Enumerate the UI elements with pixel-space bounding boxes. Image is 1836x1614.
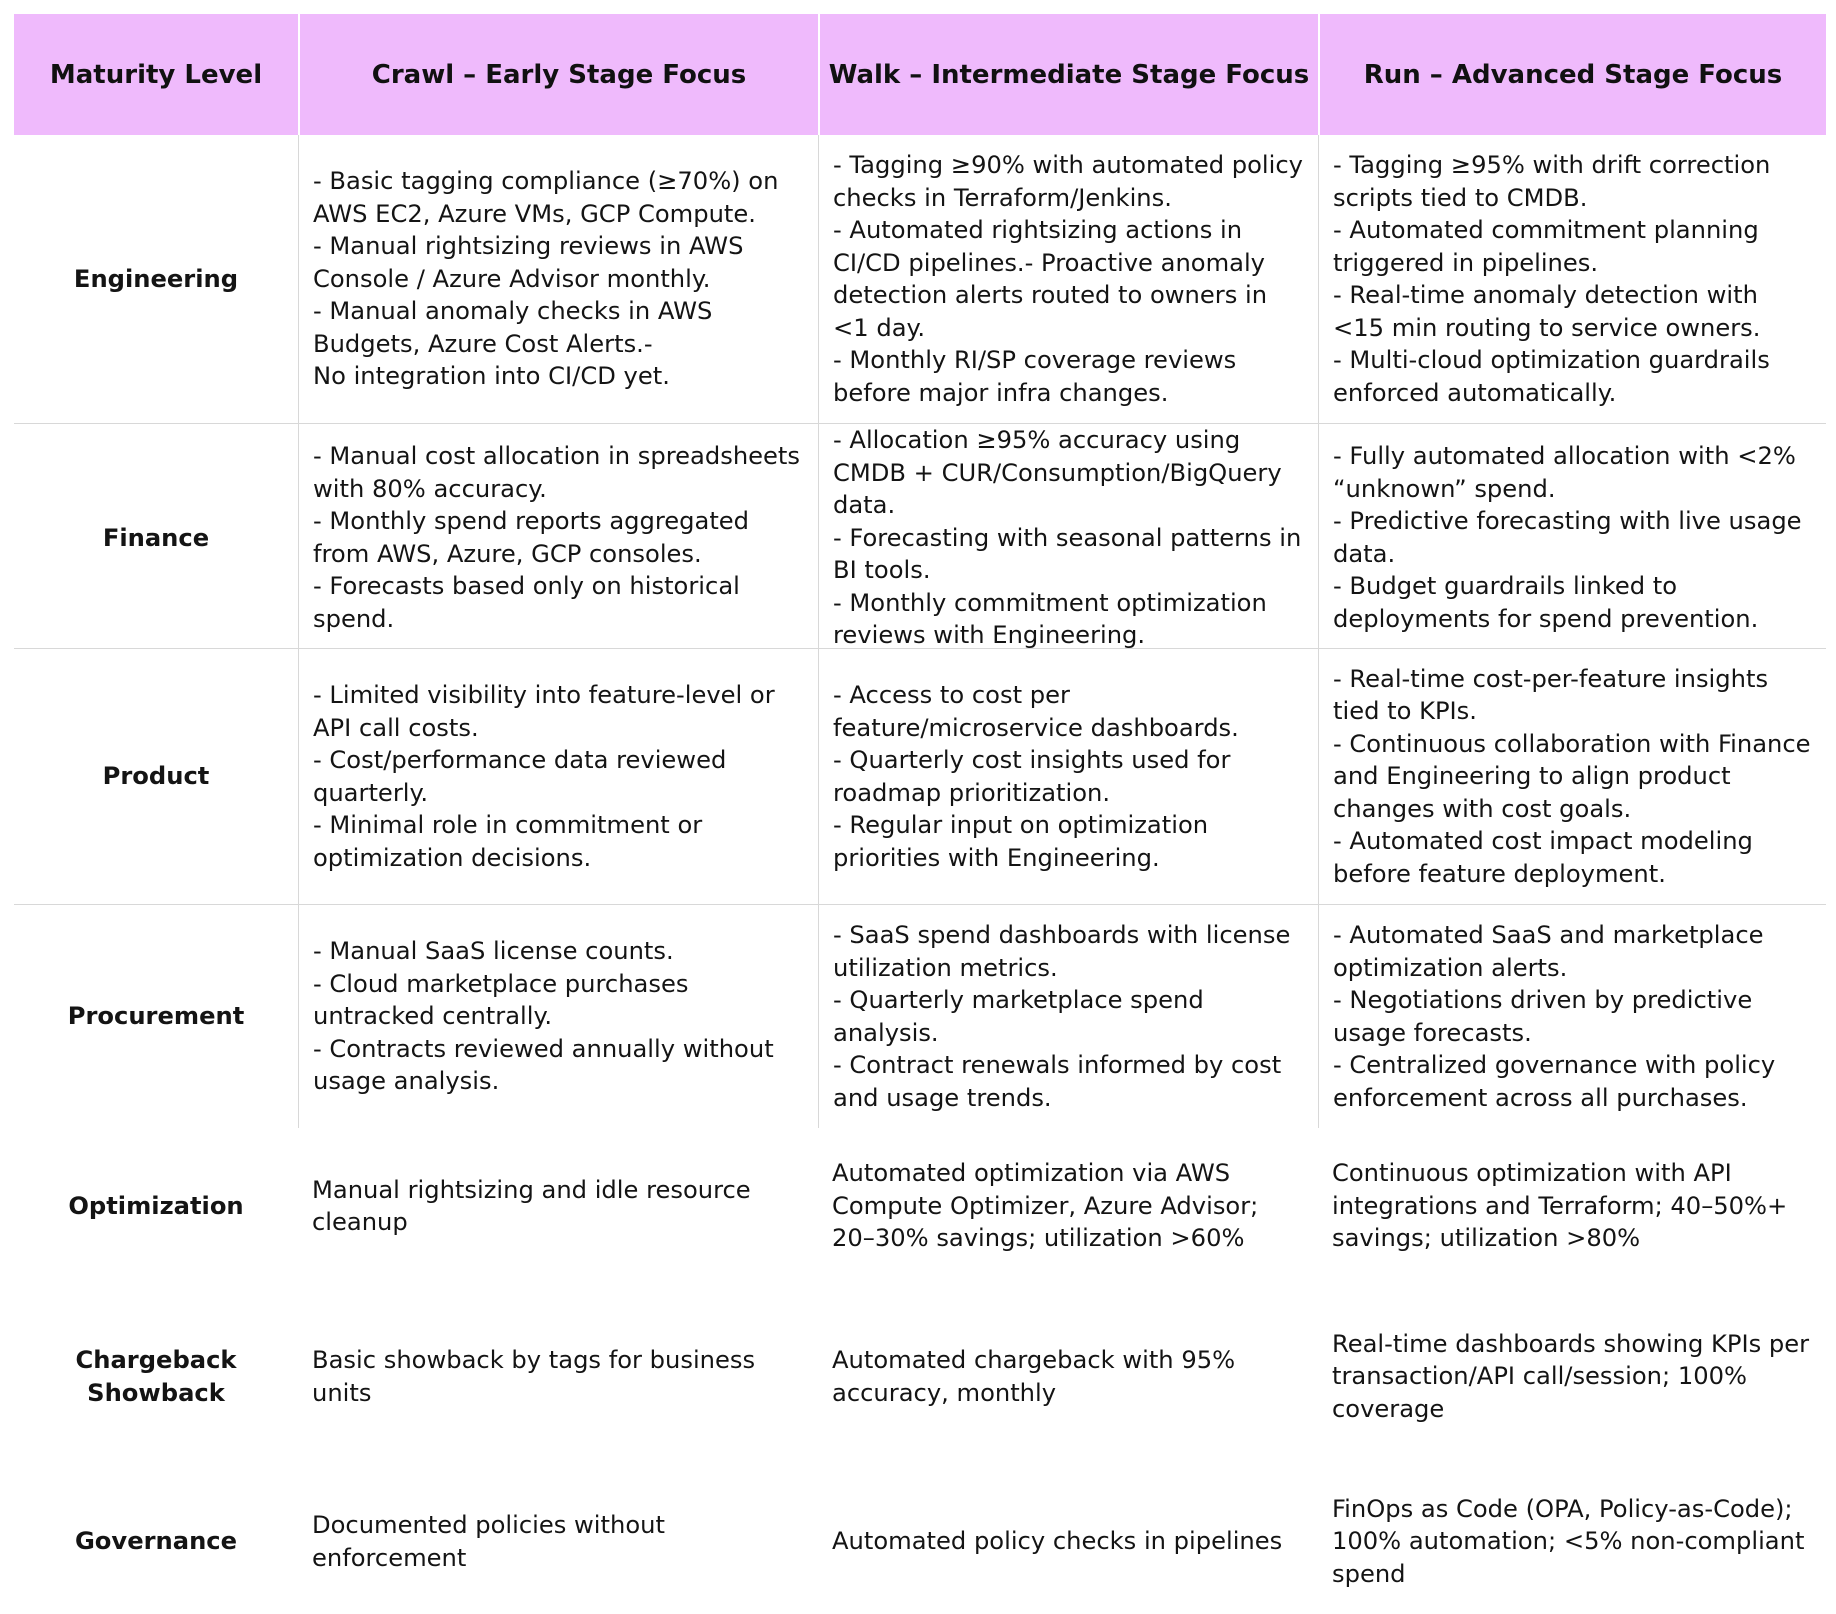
row-label-text: Optimization [68,1191,244,1220]
cell-run-text: - Automated SaaS and marketplace optimization alerts. - Negotiations driven by predictive usage forecasts. - Centralized governance with policy enforcement across all purchases. [1333,921,1776,1112]
cell-walk-text: Automated policy checks in pipelines [832,1527,1283,1556]
cell-run-text: - Tagging ≥95% with drift correction scripts tied to CMDB. - Automated commitment planning triggered in pipelines. - Real-time anomaly detection with <15 min routing to service owners. - Multi-cloud optimization guardrails enforced automatically. [1333,151,1771,407]
cell-run [1318,1469,1826,1614]
header-run: Run – Advanced Stage Focus [1318,14,1826,135]
row-label-text: Finance [102,523,210,552]
cell-walk-text: - Access to cost per feature/microservice dashboards. - Quarterly cost insights used for roadmap prioritization. - Regular input on optimization priorities with Engineering. [833,681,1239,872]
cell-crawl [298,424,818,652]
cell-crawl-text: Basic showback by tags for business units [312,1346,756,1407]
cell-run-text: - Real-time cost-per-feature insights tied to KPIs. - Continuous collaboration with Finance and Engineering to align product changes with cost goals. - Automated cost impact modeling before feature deployment. [1333,664,1811,888]
row-label [14,905,298,1128]
cell-run [1318,649,1826,904]
header-crawl: Crawl – Early Stage Focus [298,14,818,135]
table-row-chargeback-showback [14,1284,1826,1469]
row-label-text: Governance [74,1527,238,1556]
cell-crawl [298,135,818,423]
header-walk: Walk – Intermediate Stage Focus [818,14,1318,135]
cell-crawl [298,1128,818,1284]
table-row-procurement [14,905,1826,1128]
cell-walk [818,905,1318,1128]
cell-run [1318,1284,1826,1469]
table-row-finance [14,424,1826,649]
cell-walk [818,649,1318,904]
row-label [14,1128,298,1284]
cell-walk-text: - Allocation ≥95% accuracy using CMDB + CUR/Consumption/BigQuery data. - Forecasting with seasonal patterns in BI tools. - Monthly commitment optimization reviews with Engineering. [833,426,1302,649]
cell-run-text: Continuous optimization with API integrations and Terraform; 40–50%+ savings; utilization >80% [1332,1159,1788,1253]
cell-walk-text: Automated optimization via AWS Compute Optimizer, Azure Advisor; 20–30% savings; utilization >60% [832,1159,1259,1253]
row-label-text: Procurement [67,1002,245,1031]
header-maturity-level: Maturity Level [49,59,263,90]
cell-crawl-text: - Limited visibility into feature-level or API call costs. - Cost/performance data reviewed quarterly. - Minimal role in commitment or optimization decisions. [313,681,775,872]
table-row-optimization [14,1128,1826,1284]
cell-run [1318,1128,1826,1284]
cell-crawl [298,1469,818,1614]
cell-walk [818,424,1318,652]
cell-crawl [298,649,818,904]
cell-run [1318,424,1826,652]
cell-walk [818,135,1318,423]
cell-run-text: FinOps as Code (OPA, Policy-as-Code); 100% automation; <5% non-compliant spend [1332,1494,1805,1588]
row-label [14,135,298,423]
row-label [14,1284,298,1469]
table-row-governance [14,1469,1826,1614]
cell-run-text: - Fully automated allocation with <2% “unknown” spend. - Predictive forecasting with live usage data. - Budget guardrails linked to deployments for spend prevention. [1333,442,1802,633]
cell-crawl-text: Documented policies without enforcement [312,1511,665,1572]
cell-crawl [298,905,818,1128]
table-row-product [14,649,1826,905]
row-label [14,649,298,904]
cell-run [1318,905,1826,1128]
row-label-text: Chargeback Showback [75,1346,237,1407]
cell-crawl-text: Manual rightsizing and idle resource cleanup [312,1175,751,1236]
cell-walk-text: - Tagging ≥90% with automated policy checks in Terraform/Jenkins. - Automated rightsizing actions in CI/CD pipelines.- Proactive anomaly detection alerts routed to owners in <1 day. - Monthly RI/SP coverage reviews before major infra changes. [833,151,1303,407]
cell-crawl-text: - Basic tagging compliance (≥70%) on AWS EC2, Azure VMs, GCP Compute. - Manual rightsizing reviews in AWS Console / Azure Advisor monthly. - Manual anomaly checks in AWS Budgets, Azure Cost Alerts.- No integration into CI/CD yet. [313,167,779,391]
cell-walk [818,1284,1318,1469]
cell-run [1318,135,1826,423]
row-label [14,1469,298,1614]
cell-walk-text: Automated chargeback with 95% accuracy, monthly [832,1346,1236,1407]
maturity-table [14,14,1826,1614]
table-row-engineering [14,135,1826,424]
table-header-row [14,14,1826,135]
cell-crawl [298,1284,818,1469]
cell-run-text: Real-time dashboards showing KPIs per transaction/API call/session; 100% coverage [1332,1329,1810,1423]
cell-crawl-text: - Manual SaaS license counts. - Cloud marketplace purchases untracked centrally. - Contracts reviewed annually without usage analysis. [313,937,774,1096]
row-label-text: Product [102,762,210,791]
cell-walk-text: - SaaS spend dashboards with license utilization metrics. - Quarterly marketplace spend analysis. - Contract renewals informed by cost and usage trends. [833,921,1291,1112]
cell-walk [818,1128,1318,1284]
row-label [14,424,298,652]
cell-walk [818,1469,1318,1614]
row-label-text: Engineering [73,264,239,293]
cell-crawl-text: - Manual cost allocation in spreadsheets with 80% accuracy. - Monthly spend reports aggregated from AWS, Azure, GCP consoles. - Forecasts based only on historical spend. [313,442,801,633]
